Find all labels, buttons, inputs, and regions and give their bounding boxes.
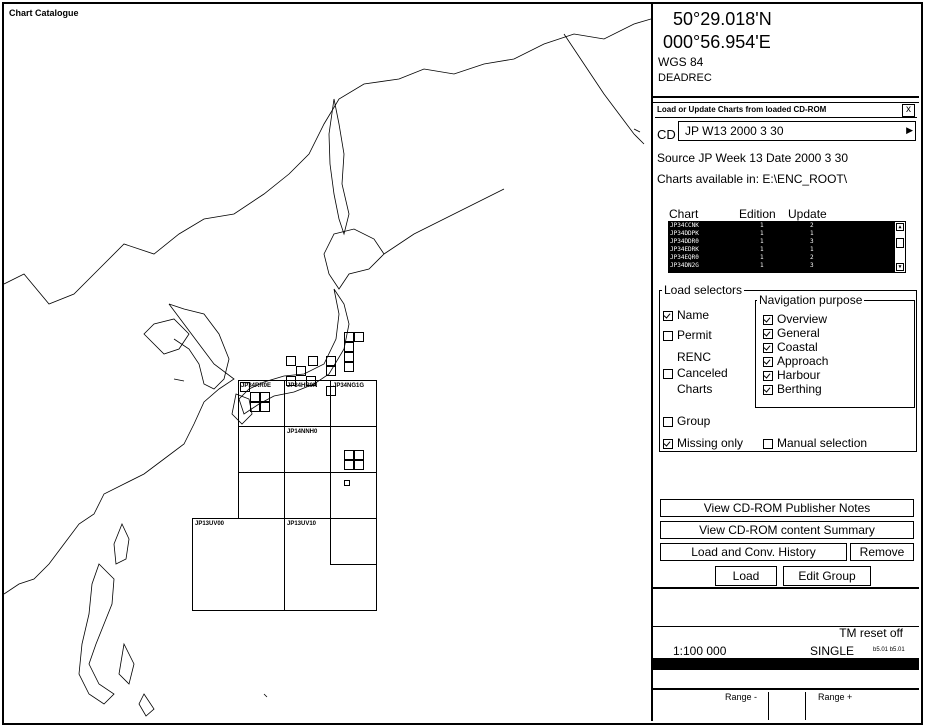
chart-list[interactable]: [668, 221, 906, 273]
checkbox-icon: [663, 331, 673, 341]
list-item-edition: 1: [760, 230, 764, 237]
nav-harbour-label: Harbour: [777, 368, 821, 382]
chart-cell[interactable]: [192, 518, 285, 611]
load-selectors-legend: Load selectors: [664, 283, 743, 297]
chart-cell-small[interactable]: [354, 460, 364, 470]
chart-cell[interactable]: [284, 472, 331, 519]
chevron-right-icon: ▶: [906, 125, 913, 135]
nav-approach-checkbox[interactable]: [763, 354, 828, 368]
version-label: b5.01 b5.01: [873, 647, 905, 653]
nav-general-checkbox[interactable]: [763, 326, 820, 340]
map-title: Chart Catalogue: [9, 8, 79, 18]
display-status-panel: [653, 626, 919, 682]
list-item-chart: JP34EQR0: [670, 254, 699, 261]
checkbox-checked-icon: [663, 311, 673, 321]
chart-cell[interactable]: [284, 380, 331, 427]
chart-cell-small[interactable]: [240, 382, 250, 392]
tm-reset-status: TM reset off: [839, 626, 903, 640]
view-publisher-notes-button[interactable]: View CD-ROM Publisher Notes: [660, 499, 914, 517]
chart-cell-small[interactable]: [326, 356, 336, 366]
renc-label-line3: Charts: [677, 382, 713, 396]
chart-cell-small[interactable]: [306, 376, 316, 386]
chart-cell[interactable]: [238, 426, 285, 473]
chart-cell[interactable]: [330, 518, 377, 565]
latitude-readout: 50°29.018'N: [673, 9, 772, 29]
nav-berthing-label: Berthing: [777, 382, 822, 396]
list-item-update: 2: [810, 222, 814, 229]
checkbox-checked-icon: [763, 315, 773, 325]
nav-coastal-label: Coastal: [777, 340, 818, 354]
chart-cell-small[interactable]: [326, 366, 336, 376]
list-item-chart: JP34EDRK: [670, 246, 699, 253]
cd-select-value: JP W13 2000 3 30: [685, 124, 784, 138]
chart-cell-small[interactable]: [260, 392, 270, 402]
list-item-chart: JP34DN2G: [670, 262, 699, 269]
scroll-up-icon[interactable]: ▲: [896, 223, 904, 231]
chart-cell-small[interactable]: [344, 480, 350, 486]
chart-scale: 1:100 000: [673, 644, 727, 658]
chart-cell-label: JP14NNH0: [287, 429, 318, 435]
list-item-update: 1: [810, 246, 814, 253]
chart-cell-small[interactable]: [344, 352, 354, 362]
charts-available-line: Charts available in: E:\ENC_ROOT\: [657, 172, 848, 186]
chart-cell-small[interactable]: [286, 356, 296, 366]
chart-cell[interactable]: [238, 472, 285, 519]
divider: [655, 117, 917, 118]
nav-overview-checkbox[interactable]: [763, 312, 827, 326]
divider: [768, 692, 769, 720]
chart-cell-small[interactable]: [344, 342, 354, 352]
chart-cell-label: JP34NG1G: [333, 383, 365, 389]
permit-checkbox-label: Permit: [677, 328, 712, 342]
list-item-edition: 1: [760, 246, 764, 253]
divider: [805, 692, 806, 720]
permit-checkbox[interactable]: [663, 328, 712, 342]
navigation-purpose-legend: Navigation purpose: [759, 293, 863, 307]
view-content-summary-button[interactable]: View CD-ROM content Summary: [660, 521, 914, 539]
chart-cell-small[interactable]: [344, 460, 354, 470]
right-panel: [653, 4, 919, 721]
chart-cell-small[interactable]: [308, 356, 318, 366]
checkbox-icon: [663, 417, 673, 427]
missing-only-label: Missing only: [677, 436, 744, 450]
chart-cell-small[interactable]: [296, 366, 306, 376]
checkbox-checked-icon: [663, 439, 673, 449]
manual-selection-checkbox[interactable]: [763, 436, 867, 450]
list-item-edition: 1: [760, 238, 764, 245]
chart-cell-small[interactable]: [354, 332, 364, 342]
range-plus-button[interactable]: Range +: [818, 692, 853, 702]
chart-cell-label: JP34HR0N: [287, 383, 318, 389]
chart-cell[interactable]: [330, 380, 377, 427]
chart-cell-small[interactable]: [344, 332, 354, 342]
range-minus-button[interactable]: Range -: [725, 692, 758, 702]
list-item-edition: 1: [760, 222, 764, 229]
checkbox-checked-icon: [763, 371, 773, 381]
dialog-title: Load or Update Charts from loaded CD-ROM: [657, 105, 827, 114]
renc-label-line1: RENC: [677, 350, 712, 364]
load-button[interactable]: Load: [715, 566, 777, 586]
missing-only-checkbox[interactable]: [663, 436, 743, 450]
chart-cell-label: JP13UV00: [195, 521, 225, 527]
chart-cell-small[interactable]: [250, 392, 260, 402]
chart-cell-label: JP34RR0E: [241, 383, 272, 389]
scroll-thumb[interactable]: [896, 238, 904, 248]
nav-overview-label: Overview: [777, 312, 828, 326]
chart-map[interactable]: [4, 4, 653, 721]
name-checkbox-label: Name: [677, 308, 710, 322]
display-mode: SINGLE: [810, 644, 855, 658]
name-checkbox[interactable]: [663, 308, 709, 322]
load-history-button[interactable]: Load and Conv. History: [660, 543, 847, 561]
renc-canceled-label: Canceled: [677, 366, 728, 380]
close-icon[interactable]: x: [902, 104, 915, 117]
column-header-chart: Chart: [669, 207, 699, 221]
checkbox-checked-icon: [763, 385, 773, 395]
checkbox-checked-icon: [763, 343, 773, 353]
list-item-edition: 1: [760, 262, 764, 269]
nav-berthing-checkbox[interactable]: [763, 382, 822, 396]
chart-cell-label: JP13UV10: [287, 521, 317, 527]
checkbox-checked-icon: [763, 329, 773, 339]
checkbox-icon: [663, 369, 673, 379]
divider: [653, 688, 919, 690]
datum-readout: WGS 84: [658, 55, 704, 69]
nav-harbour-checkbox[interactable]: [763, 368, 820, 382]
position-mode: DEADREC: [658, 72, 712, 84]
remove-button[interactable]: Remove: [850, 543, 914, 561]
edit-group-button[interactable]: Edit Group: [783, 566, 871, 586]
list-item-chart: JP34DDR0: [670, 238, 699, 245]
renc-canceled-checkbox[interactable]: [663, 366, 728, 380]
chart-cell[interactable]: [330, 472, 377, 519]
nav-approach-label: Approach: [777, 354, 829, 368]
status-bar: [653, 658, 919, 670]
chart-cell-small[interactable]: [260, 402, 270, 412]
scroll-down-icon[interactable]: ▼: [896, 263, 904, 271]
source-line: Source JP Week 13 Date 2000 3 30: [657, 151, 849, 165]
cd-select[interactable]: [678, 121, 916, 141]
chart-cell-small[interactable]: [326, 386, 336, 396]
list-item-update: 3: [810, 262, 814, 269]
chart-cell-small[interactable]: [344, 362, 354, 372]
position-panel: [653, 4, 919, 98]
load-charts-dialog: [653, 102, 919, 589]
nav-coastal-checkbox[interactable]: [763, 340, 818, 354]
nav-general-label: General: [777, 326, 820, 340]
list-scrollbar[interactable]: [895, 222, 905, 272]
checkbox-icon: [763, 439, 773, 449]
group-checkbox-label: Group: [677, 414, 711, 428]
list-item-update: 1: [810, 230, 814, 237]
chart-cell-small[interactable]: [354, 450, 364, 460]
empty-status-panel: [653, 592, 919, 627]
manual-selection-label: Manual selection: [777, 436, 868, 450]
column-header-edition: Edition: [739, 207, 776, 221]
list-item-update: 3: [810, 238, 814, 245]
checkbox-checked-icon: [763, 357, 773, 367]
longitude-readout: 000°56.954'E: [663, 32, 771, 52]
list-item-edition: 1: [760, 254, 764, 261]
list-item-update: 2: [810, 254, 814, 261]
chart-cell-small[interactable]: [286, 376, 296, 386]
list-item-chart: JP34DDPK: [670, 230, 699, 237]
chart-cell[interactable]: [284, 426, 331, 473]
chart-cell-small[interactable]: [344, 450, 354, 460]
list-item-chart: JP34CCNK: [670, 222, 699, 229]
column-header-update: Update: [788, 207, 827, 221]
cd-label: CD: [657, 127, 676, 142]
chart-cell-small[interactable]: [250, 402, 260, 412]
group-checkbox[interactable]: [663, 414, 710, 428]
